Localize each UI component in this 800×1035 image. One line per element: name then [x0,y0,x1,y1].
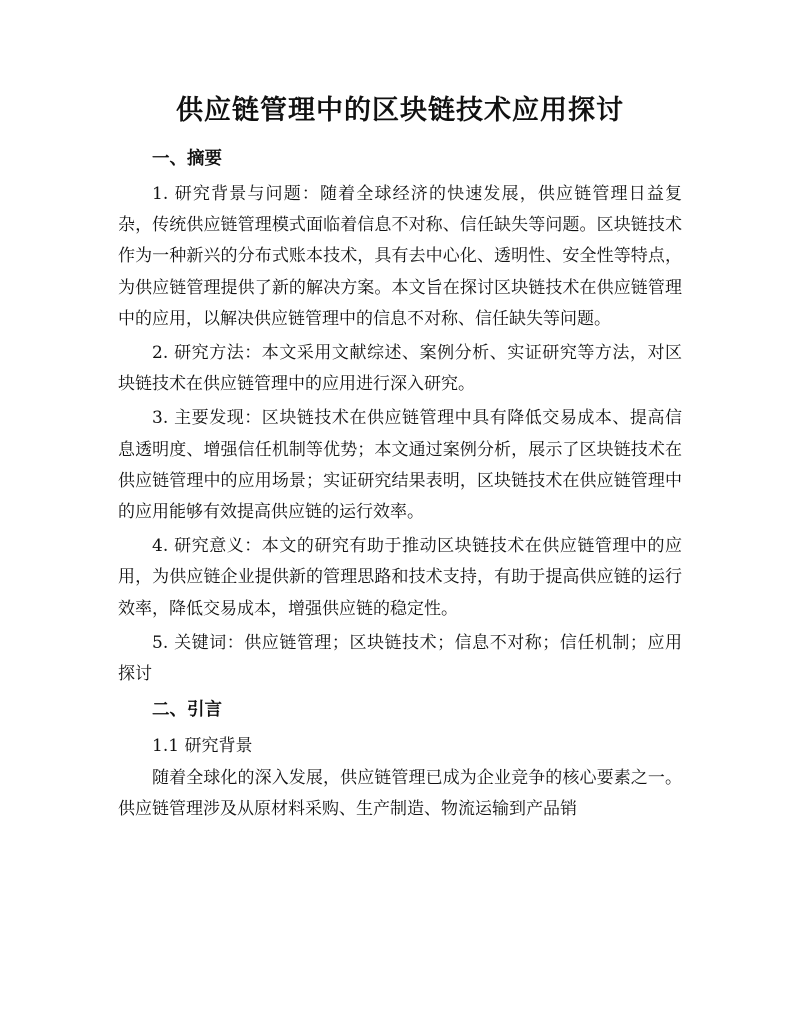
abstract-paragraph-significance: 4. 研究意义：本文的研究有助于推动区块链技术在供应链管理中的应用，为供应链企业提供新的管理思路和技术支持，有助于提高供应链的运行效率，降低交易成本，增强供应链的稳定性。 [118,536,682,619]
document-title: 供应链管理中的区块链技术应用探讨 [176,95,624,126]
document-body [118,141,682,826]
introduction-paragraph: 随着全球化的深入发展，供应链管理已成为企业竞争的核心要素之一。供应链管理涉及从原材料采购、生产制造、物流运输到产品销 [118,768,682,820]
abstract-paragraph-keywords: 5. 关键词：供应链管理；区块链技术；信息不对称；信任机制；应用探讨 [118,632,682,685]
abstract-paragraph-background: 1. 研究背景与问题：随着全球经济的快速发展，供应链管理日益复杂，传统供应链管理模式面临着信息不对称、信任缺失等问题。区块链技术作为一种新兴的分布式账本技术，具有去中心化、透明性、安全性等特点，为供应链管理提供了新的解决方案。本文旨在探讨区块链技术在供应链管理中的应用，以解决供应链管理中的信息不对称、信任缺失等问题。 [118,184,682,329]
section-heading-abstract: 一、摘要 [152,149,222,169]
section-heading-introduction: 二、引言 [152,700,222,721]
subsection-heading-background: 1.1 研究背景 [152,736,253,757]
abstract-paragraph-findings: 3. 主要发现：区块链技术在供应链管理中具有降低交易成本、提高信息透明度、增强信任机制等优势；本文通过案例分析，展示了区块链技术在供应链管理中的应用场景；实证研究结果表明，区块链技术在供应链管理中的应用能够有效提高供应链的运行效率。 [118,408,682,523]
abstract-paragraph-methods: 2. 研究方法：本文采用文献综述、案例分析、实证研究等方法，对区块链技术在供应链管理中的应用进行深入研究。 [118,343,682,395]
